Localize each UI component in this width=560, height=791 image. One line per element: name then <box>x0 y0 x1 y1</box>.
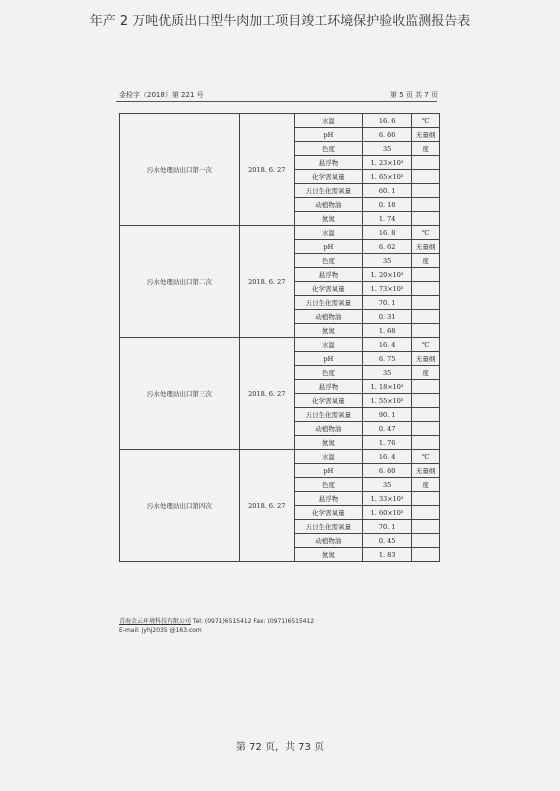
measured-value: 1. 68 <box>362 324 411 338</box>
header-rule <box>116 101 437 102</box>
sampling-date: 2018. 6. 27 <box>239 114 294 226</box>
measured-value: 35 <box>362 478 411 492</box>
unit: 度 <box>412 366 440 380</box>
monitoring-table <box>119 113 440 562</box>
sampling-date: 2018. 6. 27 <box>239 338 294 450</box>
unit <box>412 380 440 394</box>
sampling-date: 2018. 6. 27 <box>239 226 294 338</box>
footer-company-line <box>119 616 314 625</box>
sampling-site: 污水处理站出口第一次 <box>120 114 240 226</box>
sampling-date: 2018. 6. 27 <box>239 450 294 562</box>
parameter-name: 氨氮 <box>294 212 362 226</box>
measured-value: 0. 31 <box>362 310 411 324</box>
unit: ℃ <box>412 114 440 128</box>
parameter-name: 五日生化需氧量 <box>294 408 362 422</box>
parameter-name: 氨氮 <box>294 548 362 562</box>
company-contact: Tel: (0971)6515412 Fax: (0971)6515412 <box>191 618 315 625</box>
unit: 无量纲 <box>412 464 440 478</box>
measured-value: 35 <box>362 254 411 268</box>
unit <box>412 506 440 520</box>
unit <box>412 268 440 282</box>
measured-value: 0. 18 <box>362 198 411 212</box>
unit <box>412 282 440 296</box>
sampling-site: 污水处理站出口第三次 <box>120 338 240 450</box>
unit <box>412 296 440 310</box>
measured-value: 16. 4 <box>362 450 411 464</box>
parameter-name: 悬浮物 <box>294 492 362 506</box>
parameter-name: 动植物油 <box>294 534 362 548</box>
parameter-name: 水温 <box>294 450 362 464</box>
unit: 度 <box>412 254 440 268</box>
page-number: 第 72 页，共 73 页 <box>235 742 325 753</box>
parameter-name: 氨氮 <box>294 436 362 450</box>
unit <box>412 534 440 548</box>
unit <box>412 324 440 338</box>
unit <box>412 422 440 436</box>
measured-value: 90. 1 <box>362 408 411 422</box>
parameter-name: 五日生化需氧量 <box>294 184 362 198</box>
sampling-site: 污水处理站出口第四次 <box>120 450 240 562</box>
parameter-name: 色度 <box>294 478 362 492</box>
unit: 无量纲 <box>412 352 440 366</box>
parameter-name: pH <box>294 128 362 142</box>
measured-value: 6. 75 <box>362 352 411 366</box>
parameter-name: 悬浮物 <box>294 380 362 394</box>
report-page: 第 5 页 共 7 页 <box>389 91 438 99</box>
parameter-name: 化学需氧量 <box>294 506 362 520</box>
measured-value: 1. 18×10³ <box>362 380 411 394</box>
measured-value: 60. 1 <box>362 184 411 198</box>
table-row <box>120 450 440 464</box>
parameter-name: 色度 <box>294 366 362 380</box>
unit: 度 <box>412 478 440 492</box>
parameter-name: 化学需氧量 <box>294 394 362 408</box>
parameter-name: 动植物油 <box>294 310 362 324</box>
parameter-name: 水温 <box>294 114 362 128</box>
measured-value: 1. 60×10³ <box>362 506 411 520</box>
measured-value: 16. 4 <box>362 338 411 352</box>
table-row <box>120 338 440 352</box>
measured-value: 0. 47 <box>362 422 411 436</box>
measured-value: 6. 62 <box>362 240 411 254</box>
parameter-name: 五日生化需氧量 <box>294 296 362 310</box>
measured-value: 6. 60 <box>362 464 411 478</box>
report-ref: 金检字（2018）第 221 号 <box>119 91 204 99</box>
measured-value: 16. 6 <box>362 114 411 128</box>
parameter-name: 动植物油 <box>294 198 362 212</box>
unit <box>412 310 440 324</box>
measured-value: 1. 73×10³ <box>362 282 411 296</box>
unit: 无量纲 <box>412 240 440 254</box>
unit <box>412 184 440 198</box>
unit <box>412 492 440 506</box>
document-title: 年产 2 万吨优质出口型牛肉加工项目竣工环境保护验收监测报告表 <box>89 14 471 29</box>
table-row <box>120 114 440 128</box>
unit: 无量纲 <box>412 128 440 142</box>
measured-value: 6. 66 <box>362 128 411 142</box>
parameter-name: 氨氮 <box>294 324 362 338</box>
table-row <box>120 226 440 240</box>
parameter-name: 动植物油 <box>294 422 362 436</box>
unit <box>412 520 440 534</box>
measured-value: 1. 65×10³ <box>362 170 411 184</box>
measured-value: 1. 33×10³ <box>362 492 411 506</box>
unit: ℃ <box>412 450 440 464</box>
measured-value: 35 <box>362 366 411 380</box>
measured-value: 1. 76 <box>362 436 411 450</box>
measured-value: 0. 45 <box>362 534 411 548</box>
parameter-name: 水温 <box>294 226 362 240</box>
unit <box>412 212 440 226</box>
parameter-name: 悬浮物 <box>294 156 362 170</box>
unit <box>412 394 440 408</box>
unit: 度 <box>412 142 440 156</box>
measured-value: 70. 1 <box>362 296 411 310</box>
parameter-name: 色度 <box>294 254 362 268</box>
unit <box>412 198 440 212</box>
parameter-name: 五日生化需氧量 <box>294 520 362 534</box>
measured-value: 1. 83 <box>362 548 411 562</box>
unit <box>412 170 440 184</box>
parameter-name: 水温 <box>294 338 362 352</box>
unit <box>412 156 440 170</box>
unit <box>412 408 440 422</box>
company-name: 青海金云环境科技有限公司 <box>119 618 192 625</box>
parameter-name: pH <box>294 240 362 254</box>
measured-value: 1. 55×10³ <box>362 394 411 408</box>
measured-value: 1. 20×10³ <box>362 268 411 282</box>
unit <box>412 436 440 450</box>
measured-value: 16. 8 <box>362 226 411 240</box>
measured-value: 70. 1 <box>362 520 411 534</box>
footer-email: E-mail: jyhj2035 @163.com <box>119 627 202 634</box>
unit <box>412 548 440 562</box>
measured-value: 1. 74 <box>362 212 411 226</box>
parameter-name: 化学需氧量 <box>294 170 362 184</box>
parameter-name: pH <box>294 464 362 478</box>
measured-value: 1. 23×10³ <box>362 156 411 170</box>
parameter-name: 色度 <box>294 142 362 156</box>
unit: ℃ <box>412 226 440 240</box>
measured-value: 35 <box>362 142 411 156</box>
unit: ℃ <box>412 338 440 352</box>
parameter-name: 悬浮物 <box>294 268 362 282</box>
parameter-name: pH <box>294 352 362 366</box>
sampling-site: 污水处理站出口第二次 <box>120 226 240 338</box>
parameter-name: 化学需氧量 <box>294 282 362 296</box>
